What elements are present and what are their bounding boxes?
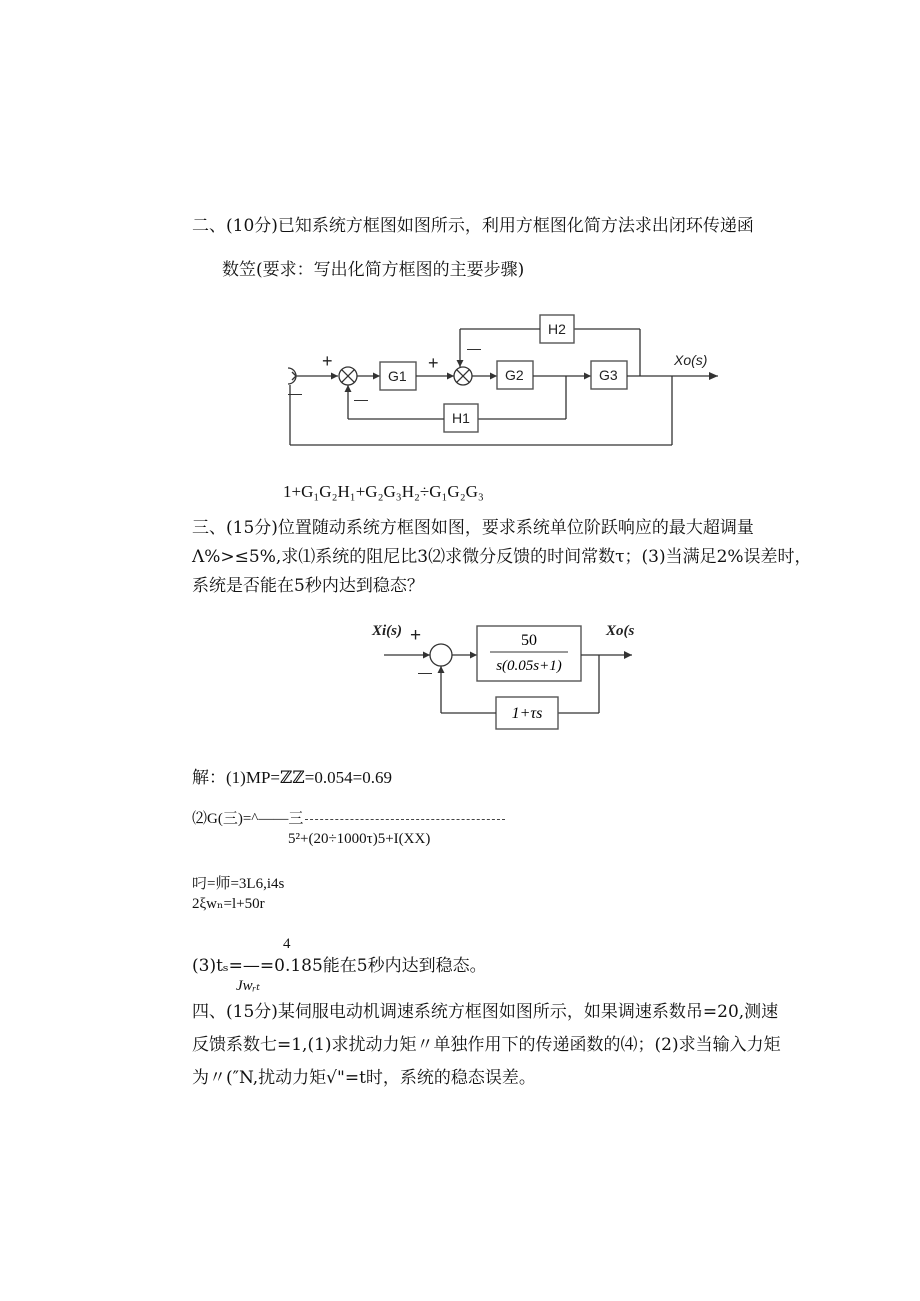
q3-sign-plus: + [410,625,422,646]
q2-input-summing-partial [288,368,296,384]
q3-block-diagram [370,615,640,730]
q3-solution-2-top-row [192,808,505,830]
q2-output-label: Xo(s) [674,352,708,368]
q2-label-h2: H2 [548,321,566,337]
q2-label-g3: G3 [599,367,618,383]
q3-line3: 系统是否能在5秒内达到稳态？ [192,576,424,596]
q4-line3: 为〃(″N,扰动力矩√"=t时，系统的稳态误差。 [192,1068,536,1088]
q2-sign-plus-2: + [428,353,439,373]
q3-solution-5-den: Jwᵣₜ [236,978,261,994]
q2-answer: 1+G₁G₂H₁+G₂G₃H₂÷G₁G₂G₃ [283,482,484,501]
q3-solution-5-num: 4 [283,936,291,952]
q3-feedback-label: 1+τs [511,705,543,722]
q2-label-g2: G2 [505,367,524,383]
q2-sign-plus-1: + [322,351,333,371]
q3-forward-num: 50 [521,632,537,649]
q3-sign-minus: — [418,664,432,680]
q2-sign-minus-1: — [354,391,368,407]
q3-forward-den: s(0.05s+1) [496,658,562,674]
q3-solution-1: 解：(1)MP=ℤℤ=0.054=0.69 [192,768,392,787]
q4-line2: 反馈系数七=1,(1)求扰动力矩〃单独作用下的传递函数的⑷；(2)求当输入力矩 [192,1035,781,1055]
q2-label-g1: G1 [388,368,407,384]
q2-line2: 数笠(要求：写出化简方框图的主要步骤) [222,260,525,280]
fraction-dash-line [305,819,505,820]
q3-input-label: Xi(s) [372,623,402,639]
q3-solution-2-bottom: 5²+(20÷1000τ)5+I(XX) [288,831,431,847]
q3-line1: 三、(15分)位置随动系统方框图如图，要求系统单位阶跃响应的最大超调量 [192,518,754,538]
q3-line2: Λ%>≤5%,求⑴系统的阻尼比3⑵求微分反馈的时间常数τ；(3)当满足2%误差时， [192,547,812,567]
q3-solution-4: 2ξwₙ=l+50r [192,896,265,912]
q2-line1: 二、(10分)已知系统方框图如图所示，利用方框图化简方法求出闭环传递函 [192,216,754,236]
q3-summing-junction [430,644,452,666]
q2-sign-minus-2: — [467,340,481,356]
q2-sign-minus-0: — [288,385,302,401]
q4-line1: 四、(15分)某伺服电动机调速系统方框图如图所示，如果调速系数吊=20,测速 [192,1002,779,1022]
q2-block-diagram [280,305,740,455]
q3-output-label: Xo(s [606,623,635,639]
q3-solution-3: 叼=师=3L6,i4s [192,876,285,892]
q3-solution-2-top: ⑵G(三)=^——三 [192,811,304,827]
q3-solution-5: (3)tₛ=—=0.185能在5秒内达到稳态。 [192,956,487,976]
q2-label-h1: H1 [452,410,470,426]
